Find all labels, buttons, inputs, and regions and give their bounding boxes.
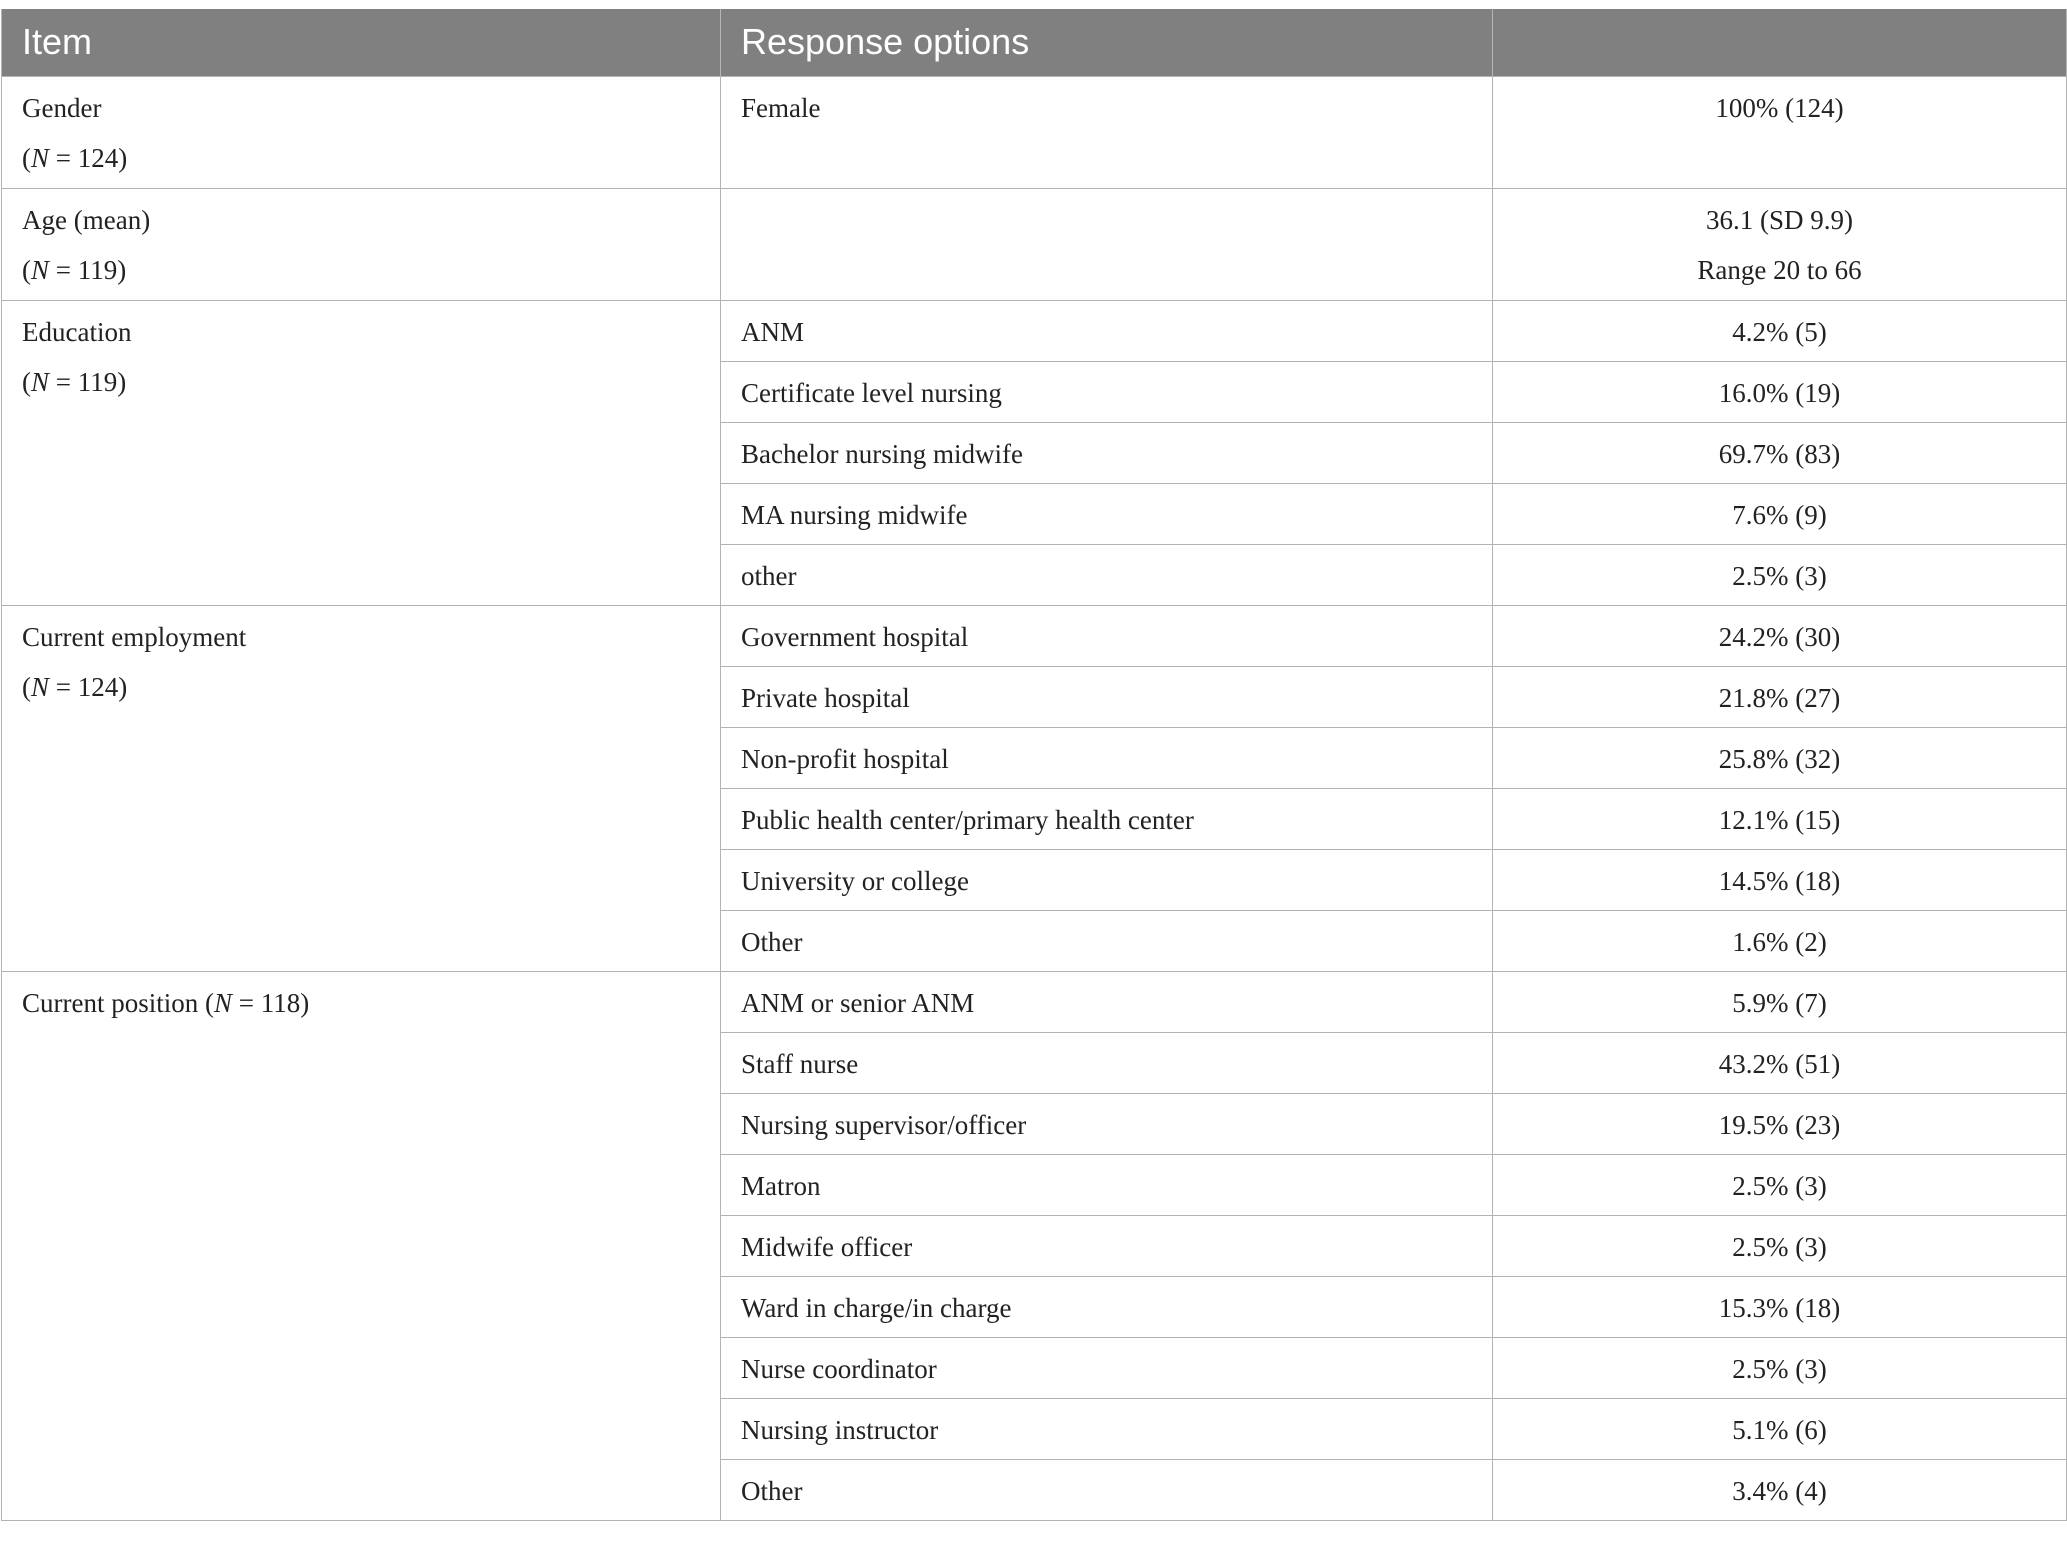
option-cell: ANM [721,300,1493,361]
table-row-gender [2,76,2067,188]
option-cell: Non-profit hospital [721,727,1493,788]
item-age [2,188,721,300]
age-mean-value: 36.1 (SD 9.9) [1706,204,1853,235]
value-cell: 1.6% (2) [1493,910,2067,971]
value-cell: 7.6% (9) [1493,483,2067,544]
n-rest: = 124) [49,671,128,702]
header-row [2,9,2067,76]
option-cell: Public health center/primary health center [721,788,1493,849]
n-var: N [31,671,50,702]
n-var: N [31,366,50,397]
value-cell: 43.2% (51) [1493,1032,2067,1093]
value-cell: 4.2% (5) [1493,300,2067,361]
table-header [2,9,2067,76]
value-cell: 2.5% (3) [1493,544,2067,605]
item-education-n [22,357,700,407]
value-cell: 69.7% (83) [1493,422,2067,483]
option-cell: other [721,544,1493,605]
demographics-table [1,9,2067,1521]
value-cell: 2.5% (3) [1493,1337,2067,1398]
n-var: N [31,254,50,285]
option-cell: Female [721,76,1493,188]
option-cell: University or college [721,849,1493,910]
table-row-education [2,300,2067,361]
table-row-position [2,971,2067,1032]
option-cell: MA nursing midwife [721,483,1493,544]
table-row-age [2,188,2067,300]
header-response-options: Response options [721,9,1493,76]
option-cell: Nursing instructor [721,1398,1493,1459]
option-cell: Certificate level nursing [721,361,1493,422]
item-age-n [22,245,700,295]
option-cell: Other [721,910,1493,971]
header-value [1493,9,2067,76]
n-open: ( [22,254,31,285]
value-cell: 21.8% (27) [1493,666,2067,727]
value-cell: 16.0% (19) [1493,361,2067,422]
item-gender-label: Gender [22,92,102,123]
option-cell: Government hospital [721,605,1493,666]
n-rest: = 124) [49,142,128,173]
item-age-label: Age (mean) [22,204,151,235]
value-cell: 19.5% (23) [1493,1093,2067,1154]
value-cell: 2.5% (3) [1493,1154,2067,1215]
value-cell: 5.9% (7) [1493,971,2067,1032]
option-cell-empty [721,188,1493,300]
option-cell: ANM or senior ANM [721,971,1493,1032]
option-cell: Matron [721,1154,1493,1215]
item-employment [2,605,721,971]
value-cell: 2.5% (3) [1493,1215,2067,1276]
item-education-label: Education [22,316,132,347]
n-var: N [31,142,50,173]
position-label-text: Current position ( [22,987,214,1018]
value-cell: 24.2% (30) [1493,605,2067,666]
n-rest: = 118) [232,987,310,1018]
option-cell: Ward in charge/in charge [721,1276,1493,1337]
age-range-value: Range 20 to 66 [1697,254,1862,285]
n-open: ( [22,142,31,173]
item-gender-n [22,133,700,183]
option-cell: Private hospital [721,666,1493,727]
option-cell: Nurse coordinator [721,1337,1493,1398]
value-cell: 12.1% (15) [1493,788,2067,849]
value-cell: 3.4% (4) [1493,1459,2067,1520]
n-var: N [213,987,232,1018]
option-cell: Staff nurse [721,1032,1493,1093]
n-open: ( [22,366,31,397]
n-open: ( [22,671,31,702]
value-cell: 15.3% (18) [1493,1276,2067,1337]
n-rest: = 119) [49,254,127,285]
item-education [2,300,721,605]
item-employment-label: Current employment [22,621,247,652]
value-cell: 100% (124) [1493,76,2067,188]
table-row-employment [2,605,2067,666]
option-cell: Other [721,1459,1493,1520]
header-item: Item [2,9,721,76]
table-body [2,76,2067,1520]
option-cell: Nursing supervisor/officer [721,1093,1493,1154]
value-cell: 5.1% (6) [1493,1398,2067,1459]
value-cell-age [1493,188,2067,300]
value-cell: 25.8% (32) [1493,727,2067,788]
option-cell: Midwife officer [721,1215,1493,1276]
n-rest: = 119) [49,366,127,397]
value-cell: 14.5% (18) [1493,849,2067,910]
item-position-label [22,978,700,1028]
option-cell: Bachelor nursing midwife [721,422,1493,483]
item-gender [2,76,721,188]
item-position [2,971,721,1520]
item-employment-n [22,662,700,712]
